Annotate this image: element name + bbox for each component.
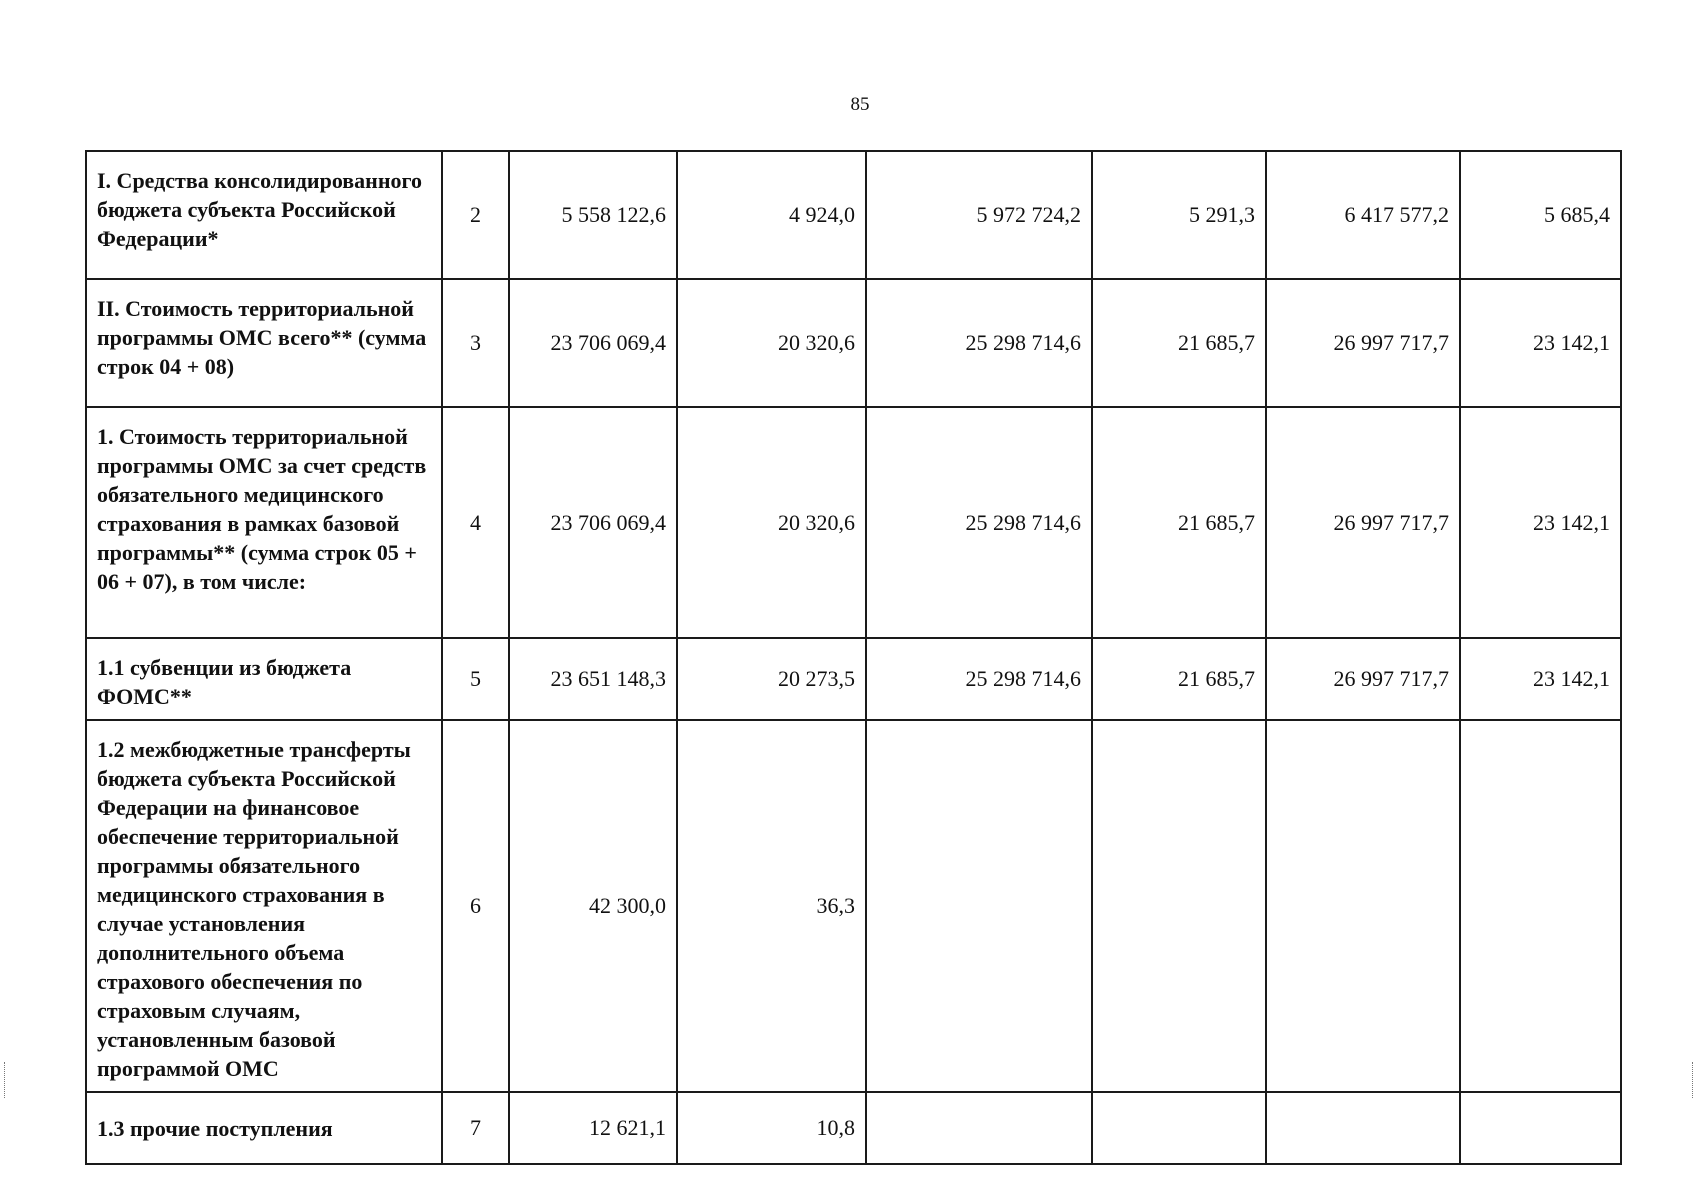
value-cell: 42 300,0 — [509, 720, 677, 1092]
value-cell: 25 298 714,6 — [866, 407, 1092, 638]
value-cell: 5 558 122,6 — [509, 151, 677, 279]
row-code: 6 — [442, 720, 509, 1092]
value-cell: 5 685,4 — [1460, 151, 1621, 279]
table-row — [86, 407, 1621, 638]
value-cell: 5 291,3 — [1092, 151, 1266, 279]
row-code: 7 — [442, 1092, 509, 1164]
value-cell: 26 997 717,7 — [1266, 638, 1460, 720]
right-edge-mark — [1692, 1062, 1694, 1098]
row-label: 1.1 субвенции из бюджета ФОМС** — [86, 638, 442, 720]
value-cell: 23 142,1 — [1460, 638, 1621, 720]
value-cell: 20 273,5 — [677, 638, 866, 720]
value-cell: 21 685,7 — [1092, 279, 1266, 407]
value-cell: 4 924,0 — [677, 151, 866, 279]
value-cell: 23 706 069,4 — [509, 279, 677, 407]
value-cell — [1266, 720, 1460, 1092]
value-cell: 26 997 717,7 — [1266, 279, 1460, 407]
value-cell: 23 142,1 — [1460, 279, 1621, 407]
value-cell: 20 320,6 — [677, 279, 866, 407]
row-label: II. Стоимость территориальной программы ОМС всего** (сумма строк 04 + 08) — [86, 279, 442, 407]
value-cell — [866, 1092, 1092, 1164]
row-code: 3 — [442, 279, 509, 407]
page-number: 85 — [850, 94, 870, 115]
value-cell — [1266, 1092, 1460, 1164]
value-cell — [1460, 1092, 1621, 1164]
table-row — [86, 151, 1621, 279]
value-cell: 26 997 717,7 — [1266, 407, 1460, 638]
value-cell: 23 706 069,4 — [509, 407, 677, 638]
value-cell — [866, 720, 1092, 1092]
row-code: 2 — [442, 151, 509, 279]
table-row — [86, 638, 1621, 720]
table-row — [86, 720, 1621, 1092]
value-cell — [1092, 720, 1266, 1092]
left-edge-mark — [4, 1062, 6, 1098]
row-code: 4 — [442, 407, 509, 638]
table-row — [86, 279, 1621, 407]
value-cell: 12 621,1 — [509, 1092, 677, 1164]
value-cell: 25 298 714,6 — [866, 279, 1092, 407]
value-cell: 20 320,6 — [677, 407, 866, 638]
value-cell: 36,3 — [677, 720, 866, 1092]
value-cell: 23 651 148,3 — [509, 638, 677, 720]
budget-table — [85, 150, 1622, 1165]
value-cell: 21 685,7 — [1092, 638, 1266, 720]
row-label: I. Средства консолидированного бюджета субъекта Российской Федерации* — [86, 151, 442, 279]
value-cell — [1460, 720, 1621, 1092]
row-label: 1.2 межбюджетные трансферты бюджета субъекта Российской Федерации на финансовое обеспечение территориальной программы обязательного медицинского страхования в случае установления дополнительного объема страхового обеспечения по страховым случаям, установленным базовой программой ОМС — [86, 720, 442, 1092]
row-label: 1.3 прочие поступления — [86, 1092, 442, 1164]
value-cell: 6 417 577,2 — [1266, 151, 1460, 279]
value-cell: 5 972 724,2 — [866, 151, 1092, 279]
value-cell: 25 298 714,6 — [866, 638, 1092, 720]
table-row — [86, 1092, 1621, 1164]
value-cell: 23 142,1 — [1460, 407, 1621, 638]
value-cell: 21 685,7 — [1092, 407, 1266, 638]
value-cell: 10,8 — [677, 1092, 866, 1164]
row-label: 1. Стоимость территориальной программы ОМС за счет средств обязательного медицинского страхования в рамках базовой программы** (сумма строк 05 + 06 + 07), в том числе: — [86, 407, 442, 638]
row-code: 5 — [442, 638, 509, 720]
value-cell — [1092, 1092, 1266, 1164]
